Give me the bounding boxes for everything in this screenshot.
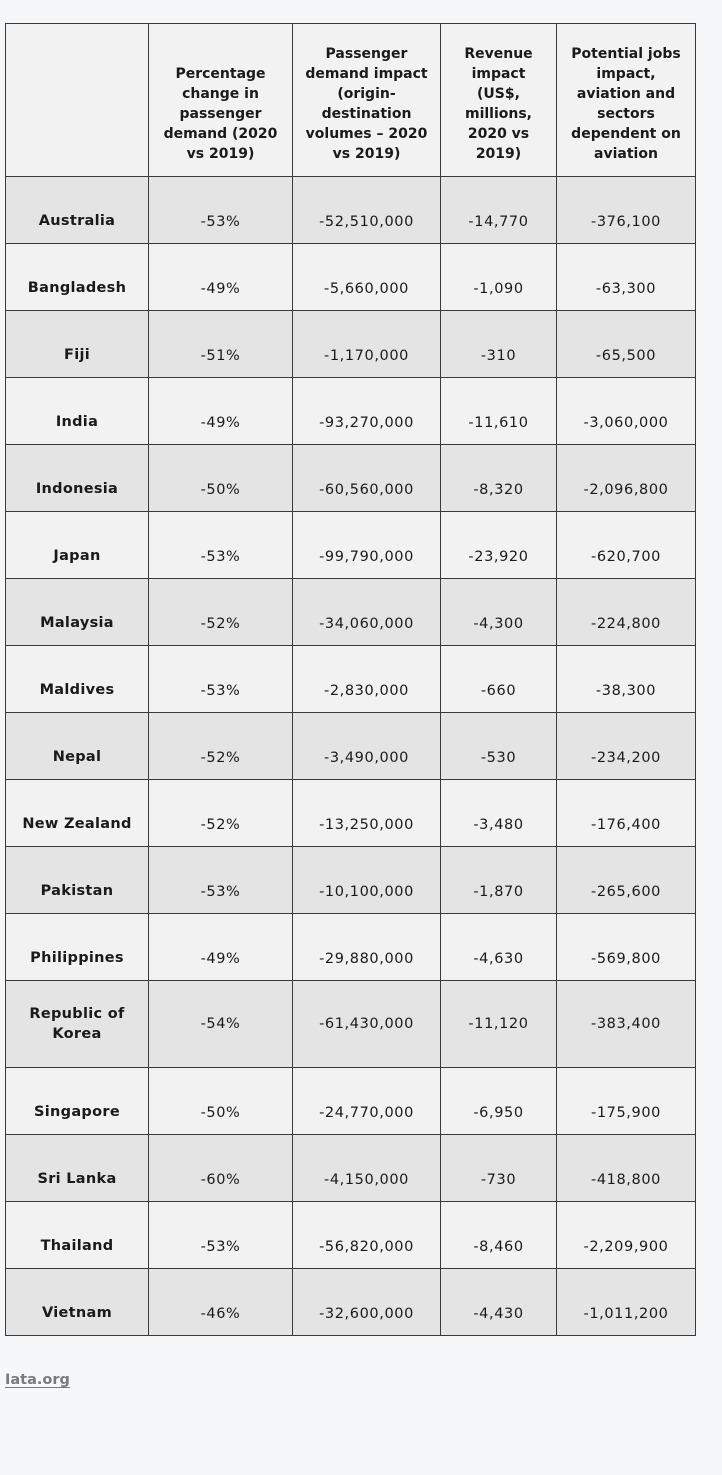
passenger-demand-cell: -2,830,000 <box>293 646 441 713</box>
country-cell: Japan <box>6 512 149 579</box>
revenue-impact-cell: -4,430 <box>441 1269 557 1336</box>
percentage-change-cell: -53% <box>149 177 293 244</box>
table-row <box>6 579 696 646</box>
revenue-impact-cell: -1,870 <box>441 847 557 914</box>
country-cell: Pakistan <box>6 847 149 914</box>
header-jobs-impact: Potential jobs impact, aviation and sectors dependent on aviation <box>557 24 696 177</box>
table-row <box>6 445 696 512</box>
header-percentage-change: Percentage change in passenger demand (2020 vs 2019) <box>149 24 293 177</box>
header-row <box>6 24 696 177</box>
table-row <box>6 646 696 713</box>
revenue-impact-cell: -4,630 <box>441 914 557 981</box>
passenger-demand-cell: -1,170,000 <box>293 311 441 378</box>
passenger-demand-cell: -24,770,000 <box>293 1068 441 1135</box>
revenue-impact-cell: -11,610 <box>441 378 557 445</box>
percentage-change-cell: -50% <box>149 445 293 512</box>
passenger-demand-cell: -32,600,000 <box>293 1269 441 1336</box>
revenue-impact-cell: -730 <box>441 1135 557 1202</box>
percentage-change-cell: -46% <box>149 1269 293 1336</box>
country-cell: Fiji <box>6 311 149 378</box>
jobs-impact-cell: -376,100 <box>557 177 696 244</box>
header-passenger-demand-impact: Passenger demand impact (origin-destination volumes – 2020 vs 2019) <box>293 24 441 177</box>
passenger-demand-cell: -4,150,000 <box>293 1135 441 1202</box>
percentage-change-cell: -50% <box>149 1068 293 1135</box>
passenger-demand-cell: -13,250,000 <box>293 780 441 847</box>
country-cell: Indonesia <box>6 445 149 512</box>
revenue-impact-cell: -8,320 <box>441 445 557 512</box>
country-cell: Republic of Korea <box>6 981 149 1068</box>
header-revenue-impact: Revenue impact (US$, millions, 2020 vs 2019) <box>441 24 557 177</box>
table-row <box>6 713 696 780</box>
revenue-impact-cell: -6,950 <box>441 1068 557 1135</box>
passenger-demand-cell: -34,060,000 <box>293 579 441 646</box>
jobs-impact-cell: -65,500 <box>557 311 696 378</box>
percentage-change-cell: -52% <box>149 780 293 847</box>
passenger-demand-cell: -5,660,000 <box>293 244 441 311</box>
jobs-impact-cell: -265,600 <box>557 847 696 914</box>
passenger-demand-cell: -10,100,000 <box>293 847 441 914</box>
table-row <box>6 311 696 378</box>
passenger-demand-cell: -56,820,000 <box>293 1202 441 1269</box>
table-row <box>6 244 696 311</box>
jobs-impact-cell: -175,900 <box>557 1068 696 1135</box>
country-cell: India <box>6 378 149 445</box>
jobs-impact-cell: -38,300 <box>557 646 696 713</box>
country-cell: Maldives <box>6 646 149 713</box>
table-row <box>6 914 696 981</box>
percentage-change-cell: -60% <box>149 1135 293 1202</box>
table-row <box>6 1202 696 1269</box>
country-cell: Malaysia <box>6 579 149 646</box>
percentage-change-cell: -51% <box>149 311 293 378</box>
revenue-impact-cell: -14,770 <box>441 177 557 244</box>
jobs-impact-cell: -234,200 <box>557 713 696 780</box>
header-country <box>6 24 149 177</box>
jobs-impact-cell: -63,300 <box>557 244 696 311</box>
passenger-demand-cell: -52,510,000 <box>293 177 441 244</box>
percentage-change-cell: -52% <box>149 713 293 780</box>
revenue-impact-cell: -660 <box>441 646 557 713</box>
country-cell: Australia <box>6 177 149 244</box>
revenue-impact-cell: -1,090 <box>441 244 557 311</box>
percentage-change-cell: -52% <box>149 579 293 646</box>
percentage-change-cell: -53% <box>149 512 293 579</box>
percentage-change-cell: -53% <box>149 646 293 713</box>
passenger-demand-cell: -99,790,000 <box>293 512 441 579</box>
table-row <box>6 512 696 579</box>
jobs-impact-cell: -2,209,900 <box>557 1202 696 1269</box>
source-link[interactable]: Iata.org <box>5 1372 70 1388</box>
country-cell: Sri Lanka <box>6 1135 149 1202</box>
percentage-change-cell: -49% <box>149 244 293 311</box>
passenger-demand-cell: -29,880,000 <box>293 914 441 981</box>
percentage-change-cell: -49% <box>149 914 293 981</box>
table-header <box>6 24 696 177</box>
jobs-impact-cell: -224,800 <box>557 579 696 646</box>
country-cell: Philippines <box>6 914 149 981</box>
jobs-impact-cell: -1,011,200 <box>557 1269 696 1336</box>
revenue-impact-cell: -310 <box>441 311 557 378</box>
passenger-demand-cell: -93,270,000 <box>293 378 441 445</box>
country-cell: Nepal <box>6 713 149 780</box>
country-cell: Singapore <box>6 1068 149 1135</box>
revenue-impact-cell: -3,480 <box>441 780 557 847</box>
aviation-impact-table <box>5 23 696 1336</box>
jobs-impact-cell: -2,096,800 <box>557 445 696 512</box>
table-row <box>6 378 696 445</box>
table-row <box>6 780 696 847</box>
jobs-impact-cell: -569,800 <box>557 914 696 981</box>
passenger-demand-cell: -61,430,000 <box>293 981 441 1068</box>
data-table-container <box>5 23 696 1336</box>
jobs-impact-cell: -176,400 <box>557 780 696 847</box>
passenger-demand-cell: -60,560,000 <box>293 445 441 512</box>
percentage-change-cell: -49% <box>149 378 293 445</box>
percentage-change-cell: -54% <box>149 981 293 1068</box>
table-body <box>6 177 696 1336</box>
table-row <box>6 981 696 1068</box>
table-row <box>6 847 696 914</box>
country-cell: Bangladesh <box>6 244 149 311</box>
jobs-impact-cell: -620,700 <box>557 512 696 579</box>
jobs-impact-cell: -418,800 <box>557 1135 696 1202</box>
revenue-impact-cell: -8,460 <box>441 1202 557 1269</box>
percentage-change-cell: -53% <box>149 847 293 914</box>
jobs-impact-cell: -3,060,000 <box>557 378 696 445</box>
revenue-impact-cell: -23,920 <box>441 512 557 579</box>
country-cell: Vietnam <box>6 1269 149 1336</box>
country-cell: New Zealand <box>6 780 149 847</box>
table-row <box>6 1269 696 1336</box>
revenue-impact-cell: -11,120 <box>441 981 557 1068</box>
revenue-impact-cell: -530 <box>441 713 557 780</box>
passenger-demand-cell: -3,490,000 <box>293 713 441 780</box>
table-row <box>6 177 696 244</box>
revenue-impact-cell: -4,300 <box>441 579 557 646</box>
table-row <box>6 1135 696 1202</box>
country-cell: Thailand <box>6 1202 149 1269</box>
percentage-change-cell: -53% <box>149 1202 293 1269</box>
jobs-impact-cell: -383,400 <box>557 981 696 1068</box>
table-row <box>6 1068 696 1135</box>
